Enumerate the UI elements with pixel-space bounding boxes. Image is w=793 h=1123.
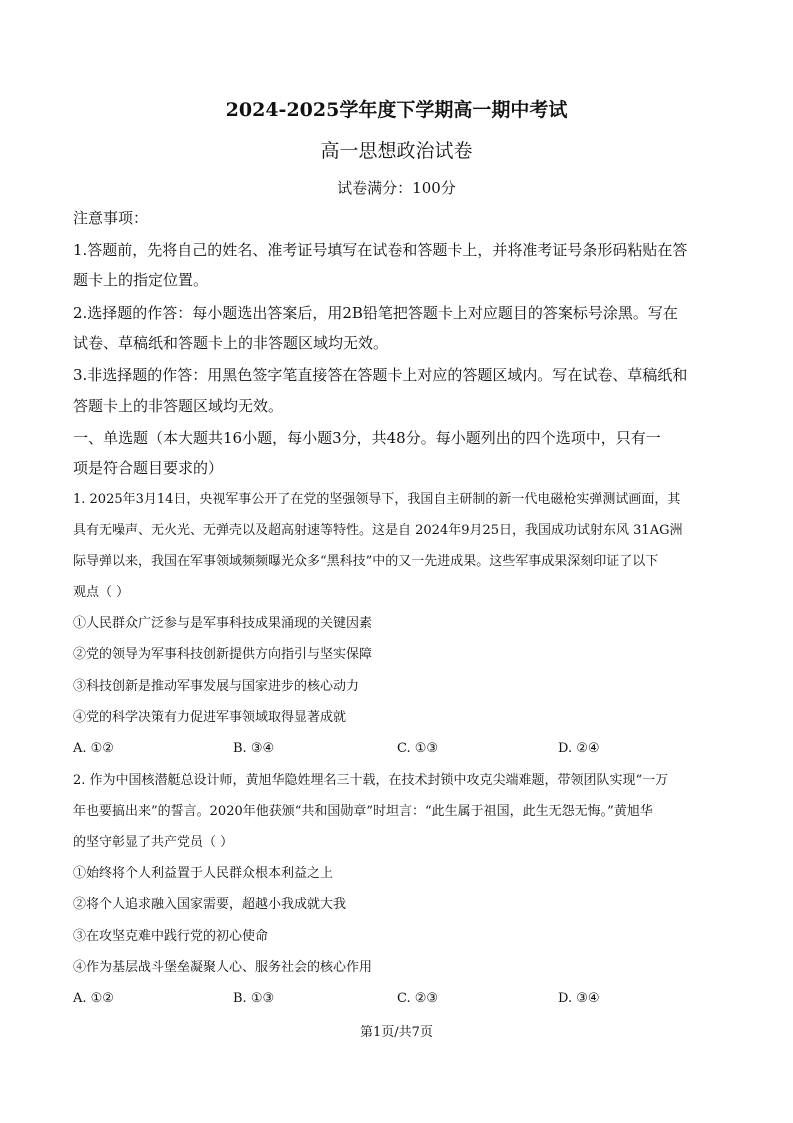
question-2-statement: ②将个人追求融入国家需要，超越小我成就大我 [73, 897, 347, 912]
question-2-statement: ①始终将个人利益置于人民群众根本利益之上 [73, 866, 334, 881]
question-1-option-b[interactable]: B. ③④ [233, 741, 275, 756]
notice-line: 试卷、草稿纸和答题卡上的非答题区域均无效。 [73, 334, 389, 352]
question-2-stem: 2. 作为中国核潜艇总设计师，黄旭华隐姓埋名三十载，在技术封锁中攻克尖端难题，带领团队实现“一万 [73, 773, 669, 788]
question-1-stem: 观点（ ） [73, 585, 130, 600]
question-1-option-d[interactable]: D. ②④ [558, 741, 600, 756]
section-heading: 一、单选题（本大题共16小题，每小题3分，共48分。每小题列出的四个选项中，只有一 [73, 429, 661, 447]
exam-title: 2024-2025学年度下学期高一期中考试 [225, 99, 568, 121]
question-2-option-d[interactable]: D. ③④ [558, 991, 600, 1006]
notice-heading: 注意事项： [73, 209, 149, 227]
question-2-option-a[interactable]: A. ①② [73, 991, 114, 1006]
question-1-stem: 际导弹以来，我国在军事领域频频曝光众多“黑科技”中的又一先进成果。这些军事成果深刻印证了以下 [73, 554, 659, 569]
question-2-statement: ③在攻坚克难中践行党的初心使命 [73, 929, 269, 944]
page-number: 第1页/共7页 [360, 1025, 433, 1040]
exam-subtitle: 高一思想政治试卷 [320, 140, 473, 162]
notice-line: 2.选择题的作答：每小题选出答案后，用2B铅笔把答题卡上对应题目的答案标号涂黑。写在 [73, 304, 678, 322]
question-1-stem: 具有无噪声、无火光、无弹壳以及超高射速等特性。这是自 2024年9月25日，我国成功试射东风 31AG洲 [73, 523, 683, 538]
section-heading: 项是符合题目要求的） [73, 459, 224, 477]
question-2-statement: ④作为基层战斗堡垒凝聚人心、服务社会的核心作用 [73, 960, 373, 975]
notice-line: 答题卡上的非答题区域均无效。 [73, 397, 284, 415]
question-2-option-b[interactable]: B. ①③ [233, 991, 275, 1006]
question-1-option-a[interactable]: A. ①② [73, 741, 114, 756]
question-2-option-c[interactable]: C. ②③ [397, 991, 439, 1006]
question-1-statement: ③科技创新是推动军事发展与国家进步的核心动力 [73, 679, 360, 694]
question-1-stem: 1. 2025年3月14日，央视军事公开了在党的坚强领导下，我国自主研制的新一代电磁枪实弹测试画面，其 [73, 492, 681, 507]
question-1-statement: ④党的科学决策有力促进军事领域取得显著成就 [73, 710, 347, 725]
notice-line: 题卡上的指定位置。 [73, 271, 209, 289]
question-1-option-c[interactable]: C. ①③ [397, 741, 439, 756]
question-2-stem: 的坚守彰显了共产党员（ ） [73, 835, 234, 850]
notice-line: 3.非选择题的作答：用黑色签字笔直接答在答题卡上对应的答题区域内。写在试卷、草稿纸和 [73, 366, 688, 384]
question-1-statement: ②党的领导为军事科技创新提供方向指引与坚实保障 [73, 647, 373, 662]
full-score: 试卷满分：100分 [337, 179, 456, 197]
question-1-statement: ①人民群众广泛参与是军事科技成果涌现的关键因素 [73, 616, 373, 631]
notice-line: 1.答题前，先将自己的姓名、准考证号填写在试卷和答题卡上，并将准考证号条形码粘贴在答 [73, 241, 688, 259]
question-2-stem: 年也要搞出来”的誓言。2020年他获颁“共和国勋章”时坦言：“此生属于祖国，此生无怨无悔。”黄旭华 [73, 804, 653, 819]
